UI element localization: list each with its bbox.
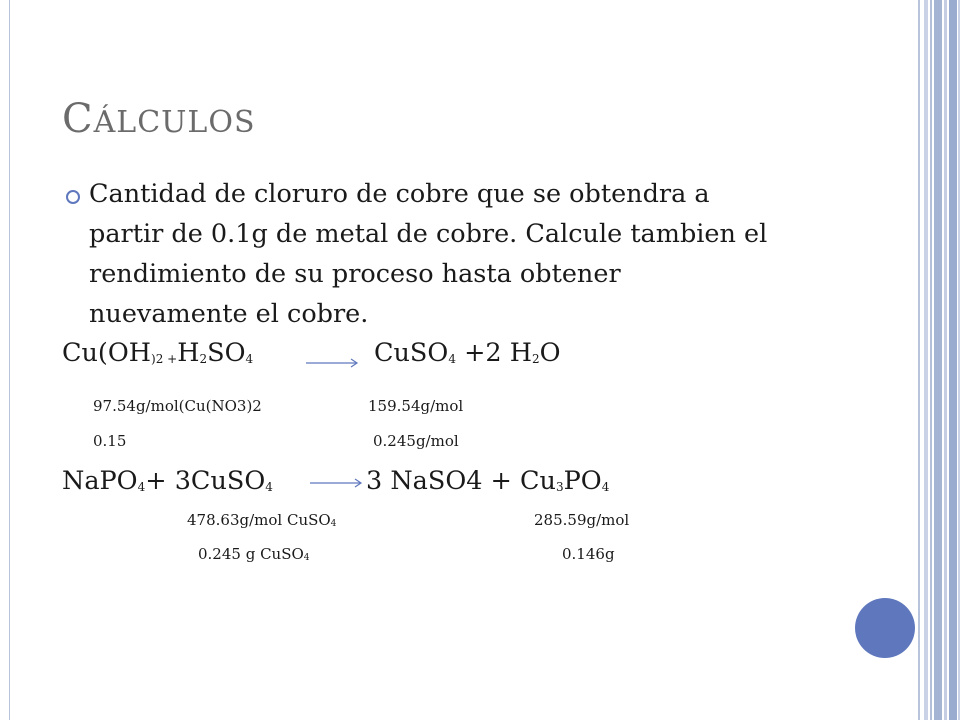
title-initial: C: [62, 96, 94, 142]
reaction2-amount-left-text: 0.245 g CuSO: [198, 545, 304, 563]
reaction2-mass-left: [187, 511, 336, 529]
reaction2-lhs-b: + 3CuSO: [145, 466, 266, 496]
stripe: [934, 0, 942, 720]
reaction1-mass-right: 159.54g/mol: [368, 397, 464, 415]
left-frame-line: [9, 0, 10, 720]
reaction1-lhs-b: H: [177, 338, 200, 368]
reaction2-mass-left-text: 478.63g/mol CuSO: [187, 511, 331, 529]
stripe: [949, 0, 957, 720]
reaction2-lhs-b-sub: 4: [265, 480, 273, 494]
reaction2-lhs-a-sub: 4: [137, 480, 146, 494]
reaction2-rhs-a: 3 NaSO4 + Cu: [366, 466, 556, 496]
reaction2-mass-left-sub: 4: [330, 519, 337, 529]
title-rest: ÁLCULOS: [93, 105, 256, 140]
reaction2-amount-left-sub: 4: [303, 553, 310, 563]
reaction2-arrow-icon: [310, 476, 364, 490]
reaction1-rhs-a-sub: 4: [448, 352, 456, 366]
stripe: [924, 0, 928, 720]
reaction1-lhs-b-mid: SO: [207, 338, 246, 368]
reaction1-lhs-a: Cu(OH: [62, 338, 152, 368]
bullet-icon: [66, 190, 80, 204]
reaction2-amount-left: [198, 545, 310, 563]
reaction2-reactants: [62, 466, 273, 496]
reaction2-rhs-b: PO: [563, 466, 602, 496]
slide-title: [62, 96, 256, 142]
reaction1-amount-right: 0.245g/mol: [373, 432, 459, 450]
reaction1-products: [374, 338, 561, 368]
reaction1-lhs-b-sub1: 2: [199, 352, 208, 366]
decorative-stripes: [924, 0, 960, 720]
right-frame-line: [918, 0, 920, 720]
reaction1-lhs-b-sub2: 4: [245, 352, 254, 366]
reaction1-mass-left: 97.54g/mol(Cu(NO3)2: [93, 397, 262, 415]
stripe: [944, 0, 947, 720]
reaction1-arrow-icon: [306, 356, 360, 370]
stripe: [930, 0, 932, 720]
reaction2-rhs-a-sub: 3: [555, 480, 564, 494]
reaction1-rhs-b-end: O: [539, 338, 561, 368]
reaction2-amount-right: 0.146g: [562, 545, 615, 563]
reaction1-rhs-b: +2 H: [464, 338, 532, 368]
reaction1-amount-left: 0.15: [93, 432, 127, 450]
reaction2-mass-right: 285.59g/mol: [534, 511, 630, 529]
bullet-text: Cantidad de cloruro de cobre que se obtendra a partir de 0.1g de metal de cobre. Calcule tambien el rendimiento de su proceso hasta obtener nuevamente el cobre.: [89, 179, 768, 329]
reaction1-reactants: [62, 338, 253, 368]
reaction1-rhs-b-sub: 2: [532, 352, 540, 366]
reaction2-rhs-b-sub: 4: [601, 480, 610, 494]
reaction1-lhs-a-sub: )2 +: [151, 352, 178, 366]
reaction2-products: [366, 466, 609, 496]
reaction2-lhs-a: NaPO: [62, 466, 138, 496]
reaction1-rhs-a: CuSO: [374, 338, 449, 368]
decorative-circle: [855, 598, 915, 658]
